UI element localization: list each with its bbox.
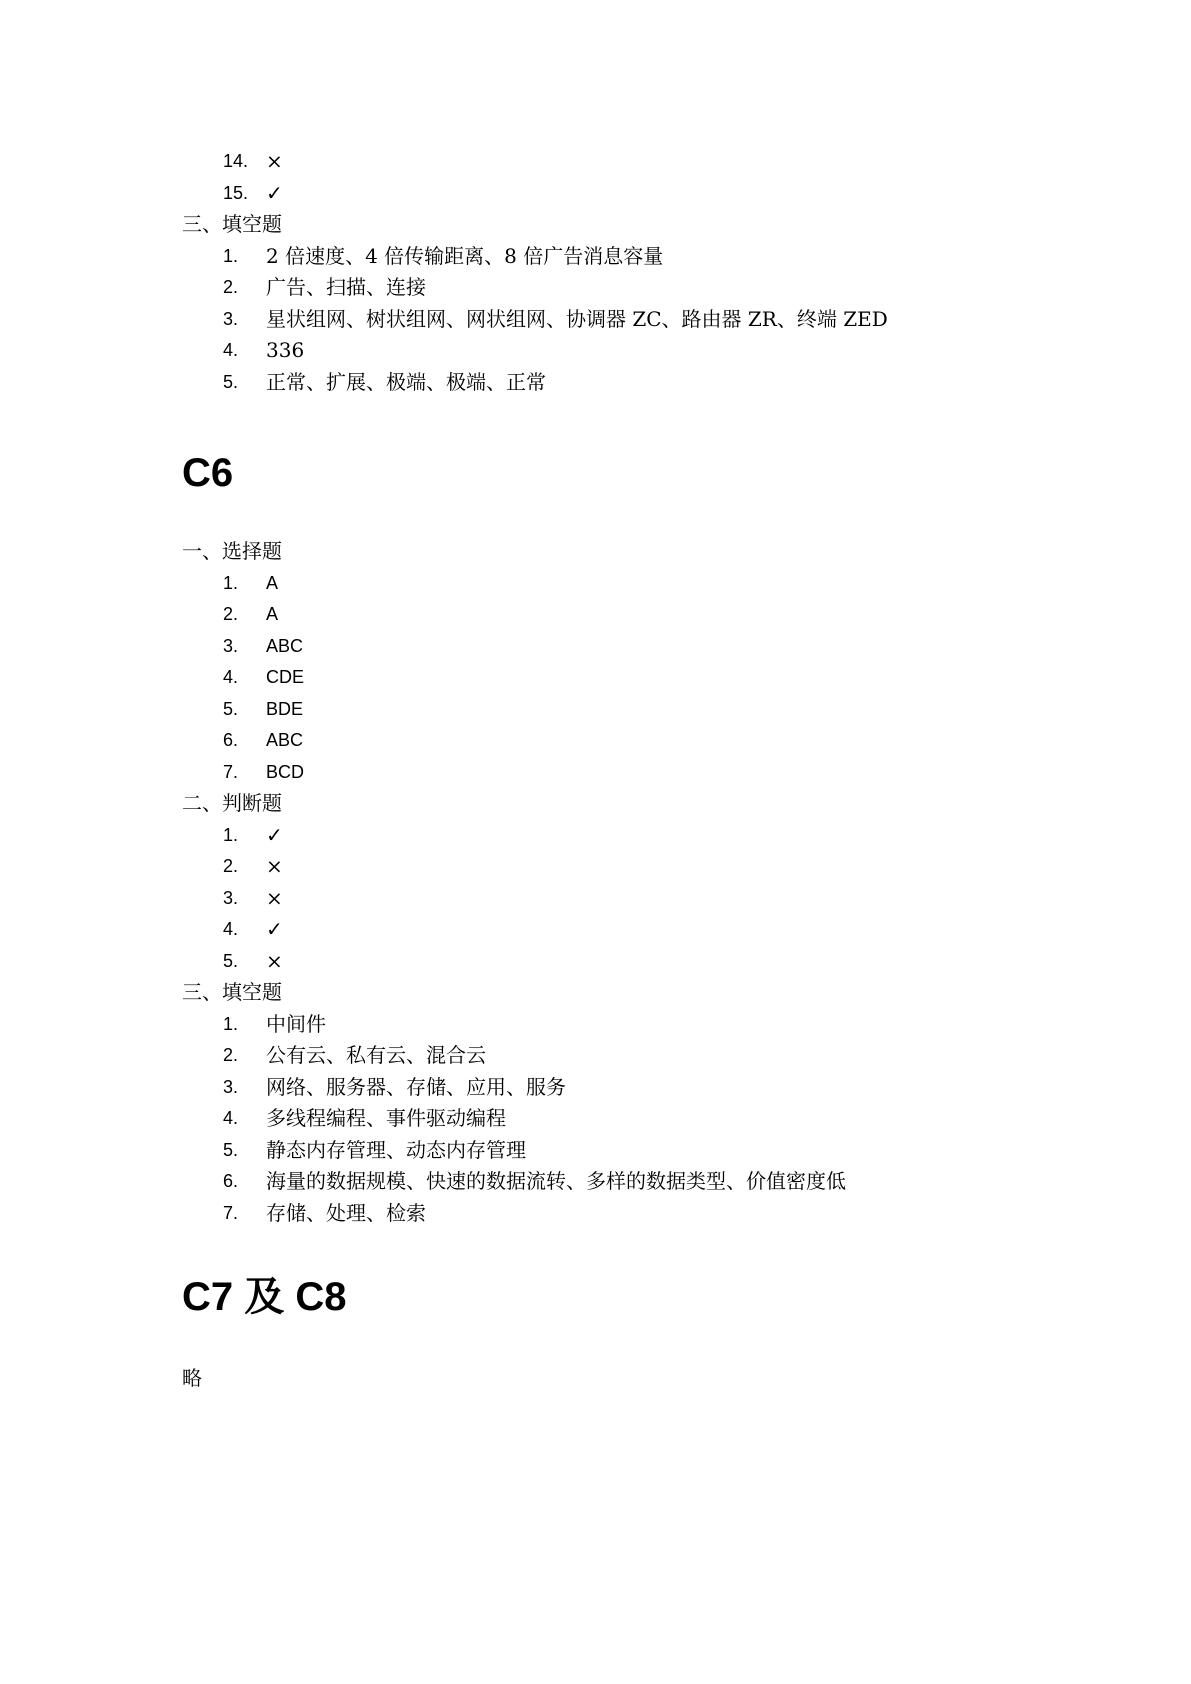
list-item <box>182 1135 1042 1167</box>
section-label-fill: 三、填空题 <box>182 980 282 1004</box>
item-answer: 336 <box>266 338 305 362</box>
list-item <box>182 367 1042 399</box>
item-number: 4. <box>223 1108 239 1128</box>
list-item <box>182 820 1042 852</box>
spacer <box>182 1229 1042 1273</box>
list-item <box>182 631 1042 663</box>
list-item <box>182 662 1042 694</box>
item-answer: 海量的数据规模、快速的数据流转、多样的数据类型、价值密度低 <box>266 1169 846 1193</box>
item-number: 1. <box>223 245 239 266</box>
item-number: 4. <box>223 340 239 360</box>
item-answer: 星状组网、树状组网、网状组网、协调器 ZC、路由器 ZR、终端 ZED <box>266 306 888 331</box>
item-number: 5. <box>223 698 239 719</box>
list-item <box>182 1040 1042 1072</box>
list-item <box>182 946 1042 978</box>
section-label-fill: 三、填空题 <box>182 212 282 236</box>
list-item <box>182 757 1042 789</box>
list-item <box>182 1103 1042 1135</box>
item-number: 3. <box>223 635 239 656</box>
item-answer: BDE <box>266 698 304 719</box>
item-answer: 存储、处理、检索 <box>266 1200 426 1225</box>
section-label-judge: 二、判断题 <box>182 791 282 815</box>
item-answer: 2 倍速度、4 倍传输距离、8 倍广告消息容量 <box>266 243 664 268</box>
item-number: 3. <box>223 1076 239 1097</box>
list-item <box>182 914 1042 946</box>
list-item <box>182 272 1042 304</box>
item-number: 1. <box>223 824 239 845</box>
item-number: 2. <box>223 856 239 876</box>
spacer <box>182 1321 1042 1363</box>
item-number: 3. <box>223 887 239 908</box>
document-content <box>182 146 1042 1395</box>
list-item <box>182 1072 1042 1104</box>
item-number: 5. <box>223 950 239 971</box>
item-answer: BCD <box>266 761 305 782</box>
list-item <box>182 146 1042 178</box>
item-number: 14. <box>223 151 249 171</box>
cross-mark-icon: × <box>266 854 283 878</box>
list-item <box>182 599 1042 631</box>
spacer <box>182 398 1042 449</box>
item-number: 5. <box>223 1139 239 1160</box>
item-number: 6. <box>223 730 239 750</box>
item-number: 7. <box>223 1202 239 1223</box>
section-label-choice: 一、选择题 <box>182 539 282 563</box>
item-answer: 网络、服务器、存储、应用、服务 <box>266 1074 566 1099</box>
item-answer: ABC <box>266 635 304 656</box>
body-text: 略 <box>182 1366 202 1390</box>
list-item <box>182 883 1042 915</box>
item-number: 5. <box>223 371 239 392</box>
item-number: 2. <box>223 604 239 624</box>
item-answer: CDE <box>266 667 305 687</box>
item-number: 3. <box>223 308 239 329</box>
item-answer: A <box>266 572 279 593</box>
item-number: 2. <box>223 277 239 297</box>
item-answer: 中间件 <box>266 1011 326 1036</box>
item-number: 4. <box>223 667 239 687</box>
chapter-heading-c7-c8: C7 及 C8 <box>182 1275 347 1319</box>
cross-mark-icon: × <box>266 885 283 910</box>
item-number: 4. <box>223 919 239 939</box>
item-answer: 静态内存管理、动态内存管理 <box>266 1137 526 1162</box>
item-answer: A <box>266 604 279 624</box>
list-item <box>182 725 1042 757</box>
list-item <box>182 694 1042 726</box>
item-answer: 多线程编程、事件驱动编程 <box>266 1106 506 1130</box>
list-item <box>182 335 1042 367</box>
item-number: 7. <box>223 761 239 782</box>
spacer <box>182 497 1042 536</box>
item-number: 1. <box>223 1013 239 1034</box>
list-item <box>182 1166 1042 1198</box>
item-number: 15. <box>223 182 249 203</box>
list-item <box>182 1198 1042 1230</box>
list-item <box>182 241 1042 273</box>
check-mark-icon: ✓ <box>266 917 283 941</box>
item-answer: 广告、扫描、连接 <box>266 275 426 299</box>
list-item <box>182 304 1042 336</box>
item-answer: ABC <box>266 730 304 750</box>
cross-mark-icon: × <box>266 149 283 173</box>
list-item <box>182 1009 1042 1041</box>
item-number: 1. <box>223 572 239 593</box>
item-number: 6. <box>223 1171 239 1191</box>
cross-mark-icon: × <box>266 948 283 973</box>
chapter-heading-c6: C6 <box>182 451 234 495</box>
check-mark-icon: ✓ <box>266 822 283 847</box>
item-answer: 正常、扩展、极端、极端、正常 <box>266 369 546 394</box>
item-answer: 公有云、私有云、混合云 <box>266 1043 486 1067</box>
list-item <box>182 178 1042 210</box>
list-item <box>182 851 1042 883</box>
check-mark-icon: ✓ <box>266 180 283 205</box>
list-item <box>182 568 1042 600</box>
item-number: 2. <box>223 1045 239 1065</box>
